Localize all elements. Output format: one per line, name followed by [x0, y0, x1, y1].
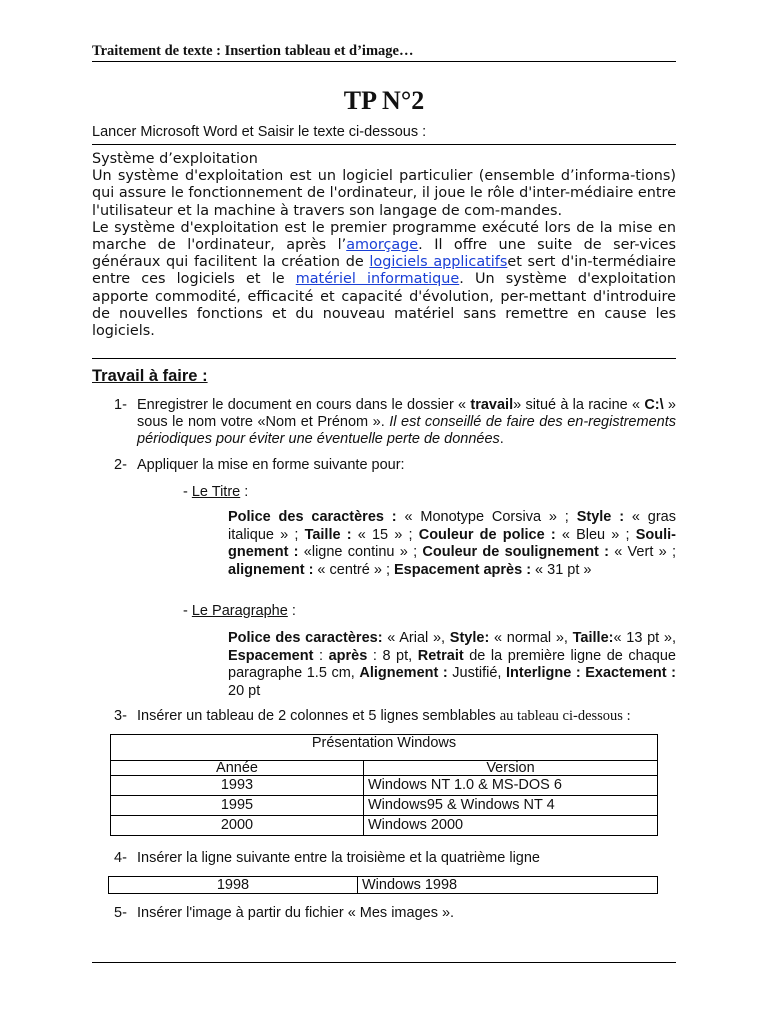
- section-rule-bottom: [92, 358, 676, 359]
- table-header-annee: Année: [111, 761, 364, 776]
- insert-row-table: [108, 876, 658, 894]
- item-text: Insérer un tableau de 2 colonnes et 5 lignes semblables au tableau ci-dessous :: [137, 708, 631, 724]
- table-row: [111, 761, 658, 776]
- sub-item-paragraphe: - Le Paragraphe :: [183, 603, 296, 619]
- table-cell: 1998: [109, 877, 358, 894]
- table-cell: Windows 1998: [358, 877, 658, 894]
- table-cell: 1995: [111, 796, 364, 816]
- windows-table: [110, 734, 658, 836]
- table-row: [109, 877, 658, 894]
- body-text-block: [92, 151, 676, 340]
- table-row: [111, 796, 658, 816]
- table-row: [111, 776, 658, 796]
- footer-rule: [92, 962, 676, 963]
- item-number: 4-: [114, 850, 127, 866]
- item-number: 2-: [114, 457, 127, 473]
- body-paragraph-1: Un système d'exploitation est un logiciel particulier (ensemble d’informa-tions) qui assure le fonctionnement de l'ordinateur, il joue le rôle d'inter-médiaire entre l'utilisateur et la machine à travers son langage de com-mandes.: [92, 168, 676, 219]
- instruction-text: Lancer Microsoft Word et Saisir le texte ci-dessous :: [92, 124, 427, 140]
- item-number: 5-: [114, 905, 127, 921]
- sub-item-titre: - Le Titre :: [183, 484, 249, 500]
- paragraphe-format-spec: Police des caractères: « Arial », Style: « normal », Taille:« 13 pt », Espacement : après : 8 pt, Retrait de la première ligne de chaque paragraphe 1.5 cm, Alignement : Justifié, Interligne : Exactement : 20 pt: [228, 630, 677, 699]
- item-text: Insérer l'image à partir du fichier « Mes images ».: [137, 905, 455, 921]
- item-number: 1-: [114, 397, 127, 413]
- titre-format-spec: Police des caractères : « Monotype Corsiva » ; Style : « gras italique » ; Taille : « 15 » ; Couleur de police : « Bleu » ; Souli-gnement : «ligne continu » ; Couleur de soulignement : « Vert » ; alignement : « centré » ; Espacement après : « 31 pt »: [228, 509, 676, 578]
- document-header: Traitement de texte : Insertion tableau et d’image…: [92, 43, 414, 59]
- table-cell: Windows95 & Windows NT 4: [364, 796, 658, 816]
- item-text: Enregistrer le document en cours dans le dossier « travail» situé à la racine « C:\ » sous le nom votre «Nom et Prénom ». Il est conseillé de faire des en-registrements périodiques pour éviter une éventuelle perte de données.: [137, 397, 677, 447]
- table-row: [111, 816, 658, 836]
- table-header-version: Version: [364, 761, 658, 776]
- link-materiel-informatique[interactable]: matériel informatique: [295, 271, 460, 288]
- item-number: 3-: [114, 708, 127, 724]
- section-rule-top: [92, 144, 676, 145]
- link-logiciels-applicatifs[interactable]: logiciels applicatifs: [369, 254, 508, 271]
- link-amorcage[interactable]: amorçage: [346, 237, 419, 254]
- page-title: TP N°2: [343, 86, 425, 115]
- body-paragraph-2: Le système d'exploitation est le premier programme exécuté lors de la mise en marche de l'ordinateur, après l’amorçage. Il offre une suite de ser-vices généraux qui facilitent la création de logiciels applicatifset sert d'in-termédiaire entre ces logiciels et le matériel informatique. Un système d'exploitation apporte commodité, efficacité et capacité d'évolution, per-mettant d'introduire de nouvelles fonctions et du nouveau matériel sans remettre en cause les logiciels.: [92, 219, 677, 340]
- table-cell: 2000: [111, 816, 364, 836]
- table-cell: Windows NT 1.0 & MS-DOS 6: [364, 776, 658, 796]
- table-cell: 1993: [111, 776, 364, 796]
- table-cell: Windows 2000: [364, 816, 658, 836]
- item-text: Insérer la ligne suivante entre la troisième et la quatrième ligne: [137, 850, 540, 866]
- header-rule: [92, 61, 676, 62]
- table-caption: Présentation Windows: [111, 735, 658, 761]
- travail-heading: Travail à faire :: [92, 367, 208, 385]
- table-row: [111, 735, 658, 761]
- body-heading: Système d’exploitation: [92, 151, 258, 167]
- item-text: Appliquer la mise en forme suivante pour:: [137, 457, 405, 473]
